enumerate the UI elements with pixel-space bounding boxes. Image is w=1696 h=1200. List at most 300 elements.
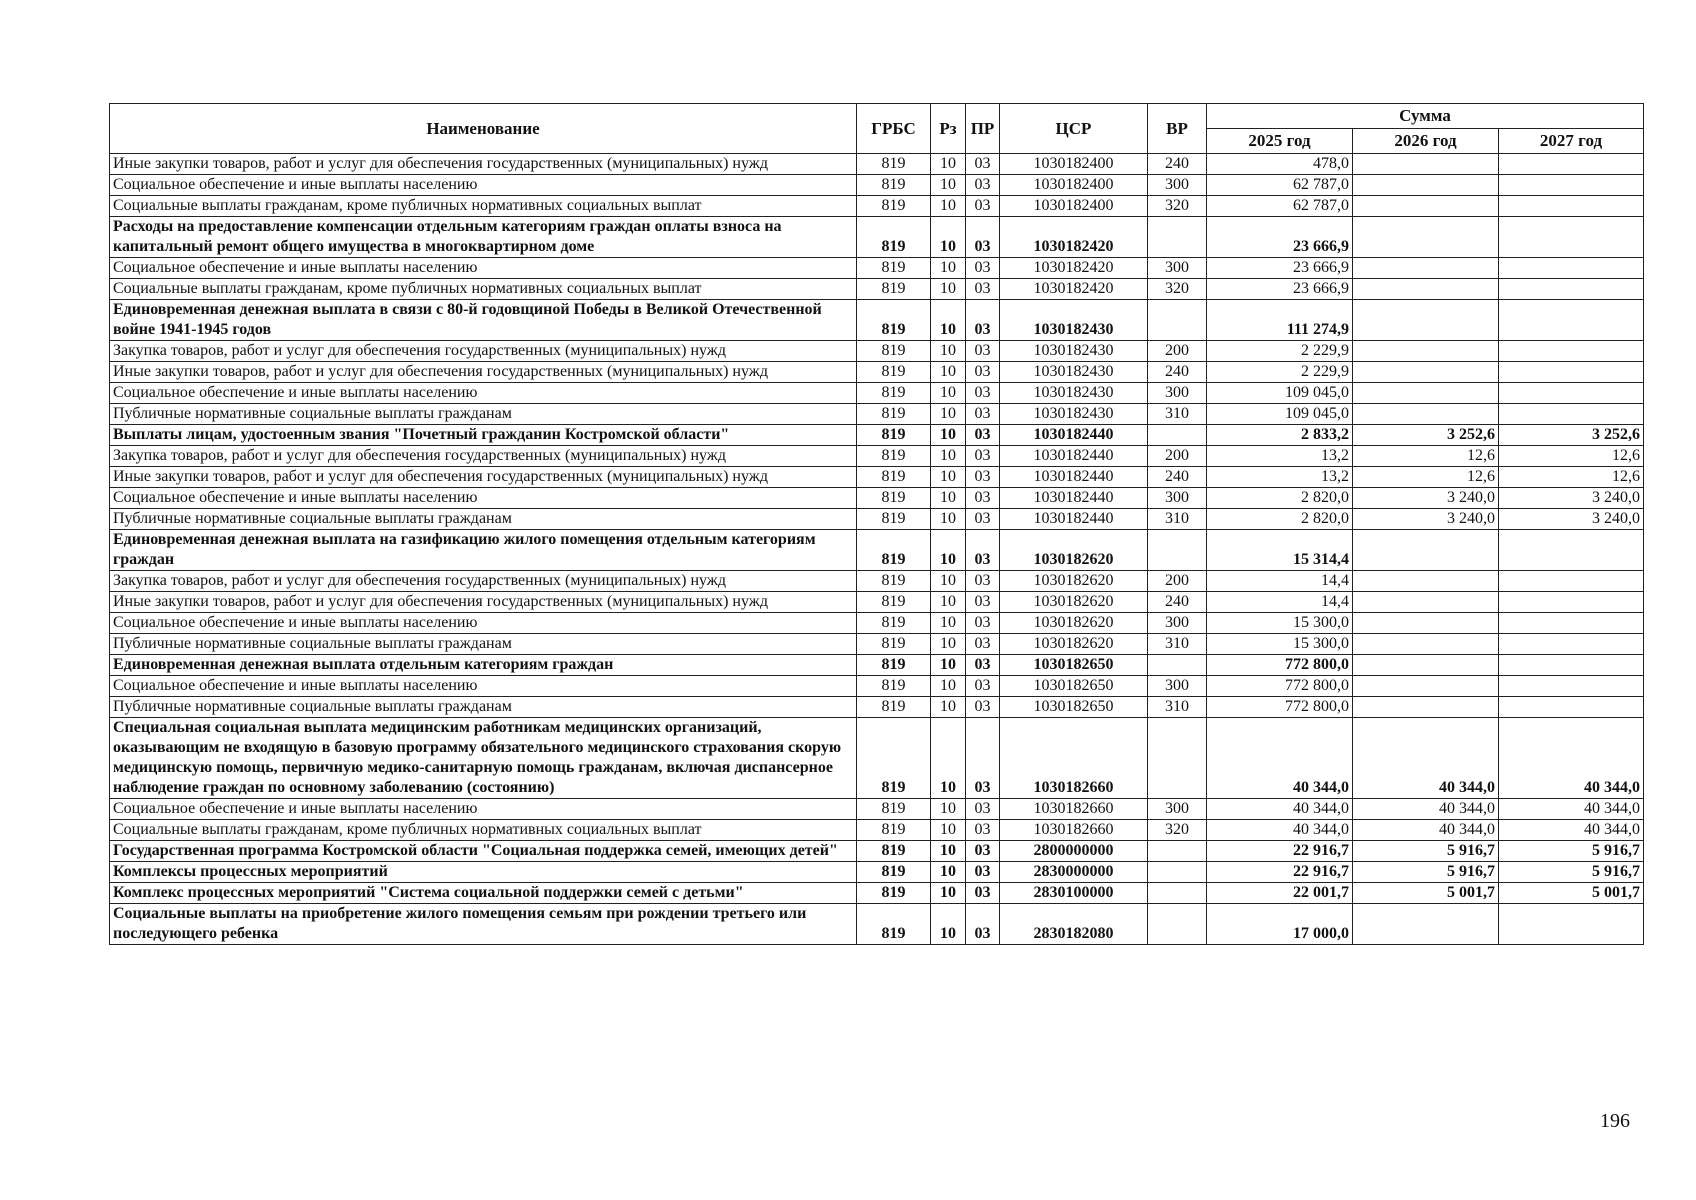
cell-grbs: 819: [857, 425, 931, 446]
cell-2026: [1353, 383, 1499, 404]
cell-name: Социальное обеспечение и иные выплаты населению: [110, 488, 857, 509]
cell-pr: 03: [966, 530, 1000, 571]
cell-vr: [1148, 655, 1207, 676]
cell-rz: 10: [931, 446, 966, 467]
cell-rz: 10: [931, 862, 966, 883]
cell-2027: 12,6: [1499, 467, 1644, 488]
cell-csr: 1030182430: [1000, 404, 1148, 425]
cell-2025: 2 833,2: [1207, 425, 1353, 446]
cell-pr: 03: [966, 820, 1000, 841]
table-row: [110, 488, 1644, 509]
cell-pr: 03: [966, 676, 1000, 697]
cell-csr: 1030182440: [1000, 467, 1148, 488]
cell-pr: 03: [966, 467, 1000, 488]
cell-2026: [1353, 655, 1499, 676]
cell-grbs: 819: [857, 300, 931, 341]
cell-rz: 10: [931, 383, 966, 404]
cell-2025: 40 344,0: [1207, 799, 1353, 820]
table-row: [110, 154, 1644, 175]
cell-pr: 03: [966, 300, 1000, 341]
cell-2026: [1353, 904, 1499, 945]
table-row: [110, 613, 1644, 634]
cell-2026: [1353, 362, 1499, 383]
cell-name: Единовременная денежная выплата на газификацию жилого помещения отдельным категориям граждан: [110, 530, 857, 571]
cell-vr: [1148, 883, 1207, 904]
cell-vr: 320: [1148, 820, 1207, 841]
cell-grbs: 819: [857, 718, 931, 799]
cell-2027: [1499, 196, 1644, 217]
table-row: [110, 362, 1644, 383]
cell-2026: 40 344,0: [1353, 820, 1499, 841]
cell-2027: 3 240,0: [1499, 509, 1644, 530]
cell-pr: 03: [966, 383, 1000, 404]
cell-2025: 14,4: [1207, 592, 1353, 613]
cell-2025: 23 666,9: [1207, 279, 1353, 300]
cell-vr: [1148, 300, 1207, 341]
cell-2027: [1499, 175, 1644, 196]
cell-rz: 10: [931, 904, 966, 945]
cell-pr: 03: [966, 862, 1000, 883]
cell-grbs: 819: [857, 467, 931, 488]
cell-2025: 22 916,7: [1207, 862, 1353, 883]
cell-vr: 310: [1148, 697, 1207, 718]
table-row: [110, 820, 1644, 841]
cell-name: Социальное обеспечение и иные выплаты населению: [110, 613, 857, 634]
cell-csr: 1030182620: [1000, 634, 1148, 655]
table-row: [110, 718, 1644, 799]
cell-2025: 772 800,0: [1207, 655, 1353, 676]
cell-2027: [1499, 904, 1644, 945]
cell-csr: 1030182420: [1000, 217, 1148, 258]
cell-2027: [1499, 341, 1644, 362]
cell-csr: 1030182620: [1000, 592, 1148, 613]
cell-rz: 10: [931, 697, 966, 718]
cell-grbs: 819: [857, 697, 931, 718]
cell-csr: 1030182620: [1000, 613, 1148, 634]
cell-pr: 03: [966, 404, 1000, 425]
cell-csr: 1030182660: [1000, 718, 1148, 799]
cell-2025: 62 787,0: [1207, 196, 1353, 217]
cell-vr: 310: [1148, 509, 1207, 530]
cell-rz: 10: [931, 571, 966, 592]
cell-2027: 40 344,0: [1499, 799, 1644, 820]
cell-name: Иные закупки товаров, работ и услуг для обеспечения государственных (муниципальных) нужд: [110, 362, 857, 383]
cell-csr: 1030182620: [1000, 530, 1148, 571]
cell-2026: [1353, 217, 1499, 258]
col-header-sum: Сумма: [1207, 104, 1644, 129]
cell-vr: 200: [1148, 571, 1207, 592]
cell-rz: 10: [931, 425, 966, 446]
cell-2025: 22 916,7: [1207, 841, 1353, 862]
cell-pr: 03: [966, 904, 1000, 945]
cell-csr: 1030182430: [1000, 300, 1148, 341]
cell-2026: 3 252,6: [1353, 425, 1499, 446]
cell-vr: 320: [1148, 279, 1207, 300]
cell-rz: 10: [931, 655, 966, 676]
cell-name: Иные закупки товаров, работ и услуг для обеспечения государственных (муниципальных) нужд: [110, 592, 857, 613]
cell-name: Специальная социальная выплата медицинским работникам медицинских организаций, оказывающим не входящую в базовую программу обязательного медицинского страхования скорую медицинскую помощь, первичную медико-санитарную помощь гражданам, включая диспансерное наблюдение граждан по основному заболеванию (состоянию): [110, 718, 857, 799]
cell-name: Государственная программа Костромской области "Социальная поддержка семей, имеющих детей": [110, 841, 857, 862]
cell-2027: 40 344,0: [1499, 820, 1644, 841]
cell-2026: [1353, 571, 1499, 592]
cell-name: Закупка товаров, работ и услуг для обеспечения государственных (муниципальных) нужд: [110, 446, 857, 467]
cell-pr: 03: [966, 592, 1000, 613]
cell-2026: 40 344,0: [1353, 799, 1499, 820]
cell-name: Публичные нормативные социальные выплаты гражданам: [110, 634, 857, 655]
cell-vr: 300: [1148, 488, 1207, 509]
cell-pr: 03: [966, 718, 1000, 799]
table-row: [110, 509, 1644, 530]
cell-csr: 1030182430: [1000, 383, 1148, 404]
cell-name: Единовременная денежная выплата в связи с 80-й годовщиной Победы в Великой Отечественной войне 1941-1945 годов: [110, 300, 857, 341]
cell-csr: 1030182660: [1000, 799, 1148, 820]
table-row: [110, 404, 1644, 425]
col-header-csr: ЦСР: [1000, 104, 1148, 154]
cell-rz: 10: [931, 634, 966, 655]
cell-csr: 2800000000: [1000, 841, 1148, 862]
cell-rz: 10: [931, 883, 966, 904]
cell-vr: 240: [1148, 467, 1207, 488]
cell-2025: 772 800,0: [1207, 676, 1353, 697]
cell-vr: [1148, 841, 1207, 862]
cell-pr: 03: [966, 509, 1000, 530]
cell-2026: 5 001,7: [1353, 883, 1499, 904]
cell-2027: 40 344,0: [1499, 718, 1644, 799]
cell-rz: 10: [931, 217, 966, 258]
cell-rz: 10: [931, 467, 966, 488]
cell-name: Закупка товаров, работ и услуг для обеспечения государственных (муниципальных) нужд: [110, 571, 857, 592]
cell-2025: 15 300,0: [1207, 634, 1353, 655]
cell-csr: 1030182650: [1000, 697, 1148, 718]
table-row: [110, 383, 1644, 404]
table-row: [110, 883, 1644, 904]
cell-2026: 12,6: [1353, 467, 1499, 488]
cell-grbs: 819: [857, 799, 931, 820]
cell-grbs: 819: [857, 362, 931, 383]
cell-grbs: 819: [857, 196, 931, 217]
cell-csr: 1030182400: [1000, 175, 1148, 196]
cell-vr: [1148, 217, 1207, 258]
cell-pr: 03: [966, 362, 1000, 383]
cell-2027: 5 916,7: [1499, 862, 1644, 883]
cell-pr: 03: [966, 446, 1000, 467]
cell-grbs: 819: [857, 904, 931, 945]
cell-pr: 03: [966, 425, 1000, 446]
budget-table-sheet: [109, 103, 1643, 945]
cell-grbs: 819: [857, 820, 931, 841]
cell-vr: [1148, 718, 1207, 799]
cell-rz: 10: [931, 196, 966, 217]
cell-name: Социальные выплаты гражданам, кроме публичных нормативных социальных выплат: [110, 279, 857, 300]
cell-grbs: 819: [857, 258, 931, 279]
cell-vr: 200: [1148, 446, 1207, 467]
cell-rz: 10: [931, 341, 966, 362]
cell-grbs: 819: [857, 404, 931, 425]
table-row: [110, 862, 1644, 883]
cell-2027: [1499, 404, 1644, 425]
cell-2026: 12,6: [1353, 446, 1499, 467]
table-row: [110, 904, 1644, 945]
cell-2027: [1499, 634, 1644, 655]
table-row: [110, 341, 1644, 362]
cell-grbs: 819: [857, 655, 931, 676]
cell-csr: 2830000000: [1000, 862, 1148, 883]
cell-grbs: 819: [857, 530, 931, 571]
table-row: [110, 258, 1644, 279]
cell-2025: 23 666,9: [1207, 258, 1353, 279]
cell-2026: [1353, 258, 1499, 279]
cell-2026: [1353, 697, 1499, 718]
cell-2026: 3 240,0: [1353, 509, 1499, 530]
cell-vr: [1148, 862, 1207, 883]
cell-2026: [1353, 676, 1499, 697]
cell-2025: 2 820,0: [1207, 509, 1353, 530]
cell-2025: 15 300,0: [1207, 613, 1353, 634]
table-row: [110, 634, 1644, 655]
cell-vr: 320: [1148, 196, 1207, 217]
table-row: [110, 425, 1644, 446]
cell-2027: [1499, 613, 1644, 634]
cell-rz: 10: [931, 404, 966, 425]
cell-rz: 10: [931, 613, 966, 634]
cell-name: Комплекс процессных мероприятий "Система социальной поддержки семей с детьми": [110, 883, 857, 904]
cell-2025: 40 344,0: [1207, 718, 1353, 799]
cell-2025: 111 274,9: [1207, 300, 1353, 341]
cell-csr: 1030182650: [1000, 676, 1148, 697]
table-body: [110, 154, 1644, 945]
cell-name: Иные закупки товаров, работ и услуг для обеспечения государственных (муниципальных) нужд: [110, 467, 857, 488]
cell-name: Публичные нормативные социальные выплаты гражданам: [110, 697, 857, 718]
cell-2025: 13,2: [1207, 446, 1353, 467]
cell-vr: 310: [1148, 634, 1207, 655]
cell-2027: 3 240,0: [1499, 488, 1644, 509]
cell-name: Социальные выплаты на приобретение жилого помещения семьям при рождении третьего или последующего ребенка: [110, 904, 857, 945]
col-header-pr: ПР: [966, 104, 1000, 154]
cell-2027: 5 001,7: [1499, 883, 1644, 904]
cell-2027: [1499, 362, 1644, 383]
cell-grbs: 819: [857, 592, 931, 613]
cell-csr: 1030182400: [1000, 154, 1148, 175]
cell-vr: 240: [1148, 154, 1207, 175]
cell-name: Расходы на предоставление компенсации отдельным категориям граждан оплаты взноса на капитальный ремонт общего имущества в многоквартирном доме: [110, 217, 857, 258]
cell-grbs: 819: [857, 613, 931, 634]
cell-2025: 2 229,9: [1207, 362, 1353, 383]
cell-vr: 310: [1148, 404, 1207, 425]
cell-vr: 240: [1148, 592, 1207, 613]
table-row: [110, 571, 1644, 592]
cell-rz: 10: [931, 488, 966, 509]
cell-rz: 10: [931, 820, 966, 841]
cell-2027: [1499, 592, 1644, 613]
cell-2026: [1353, 404, 1499, 425]
cell-2025: 772 800,0: [1207, 697, 1353, 718]
cell-2026: 3 240,0: [1353, 488, 1499, 509]
cell-pr: 03: [966, 634, 1000, 655]
cell-2026: [1353, 634, 1499, 655]
cell-2026: [1353, 154, 1499, 175]
cell-pr: 03: [966, 697, 1000, 718]
cell-grbs: 819: [857, 279, 931, 300]
cell-rz: 10: [931, 592, 966, 613]
cell-name: Социальное обеспечение и иные выплаты населению: [110, 258, 857, 279]
table-row: [110, 446, 1644, 467]
cell-csr: 1030182420: [1000, 258, 1148, 279]
cell-pr: 03: [966, 841, 1000, 862]
cell-grbs: 819: [857, 341, 931, 362]
cell-2027: [1499, 279, 1644, 300]
cell-grbs: 819: [857, 488, 931, 509]
cell-name: Комплексы процессных мероприятий: [110, 862, 857, 883]
cell-2025: 15 314,4: [1207, 530, 1353, 571]
col-header-grbs: ГРБС: [857, 104, 931, 154]
cell-grbs: 819: [857, 883, 931, 904]
table-row: [110, 300, 1644, 341]
table-row: [110, 841, 1644, 862]
cell-grbs: 819: [857, 571, 931, 592]
cell-pr: 03: [966, 655, 1000, 676]
cell-grbs: 819: [857, 383, 931, 404]
cell-csr: 1030182400: [1000, 196, 1148, 217]
table-row: [110, 592, 1644, 613]
page-number: 196: [1600, 1110, 1630, 1132]
cell-rz: 10: [931, 362, 966, 383]
cell-vr: 300: [1148, 799, 1207, 820]
cell-2025: 23 666,9: [1207, 217, 1353, 258]
cell-name: Социальные выплаты гражданам, кроме публичных нормативных социальных выплат: [110, 820, 857, 841]
cell-name: Публичные нормативные социальные выплаты гражданам: [110, 404, 857, 425]
cell-grbs: 819: [857, 154, 931, 175]
cell-name: Выплаты лицам, удостоенным звания "Почетный гражданин Костромской области": [110, 425, 857, 446]
cell-2026: [1353, 300, 1499, 341]
cell-2026: [1353, 175, 1499, 196]
cell-name: Социальное обеспечение и иные выплаты населению: [110, 799, 857, 820]
cell-pr: 03: [966, 883, 1000, 904]
cell-vr: 300: [1148, 676, 1207, 697]
cell-grbs: 819: [857, 634, 931, 655]
cell-2025: 22 001,7: [1207, 883, 1353, 904]
cell-2026: 5 916,7: [1353, 862, 1499, 883]
cell-csr: 1030182440: [1000, 446, 1148, 467]
cell-2025: 62 787,0: [1207, 175, 1353, 196]
table-row: [110, 697, 1644, 718]
cell-rz: 10: [931, 799, 966, 820]
cell-2026: [1353, 341, 1499, 362]
cell-csr: 1030182440: [1000, 509, 1148, 530]
cell-rz: 10: [931, 258, 966, 279]
cell-name: Социальное обеспечение и иные выплаты населению: [110, 676, 857, 697]
cell-2026: [1353, 592, 1499, 613]
cell-grbs: 819: [857, 862, 931, 883]
cell-name: Социальное обеспечение и иные выплаты населению: [110, 175, 857, 196]
cell-name: Социальное обеспечение и иные выплаты населению: [110, 383, 857, 404]
cell-rz: 10: [931, 154, 966, 175]
cell-2025: 14,4: [1207, 571, 1353, 592]
cell-csr: 1030182420: [1000, 279, 1148, 300]
cell-pr: 03: [966, 175, 1000, 196]
cell-2027: [1499, 530, 1644, 571]
cell-grbs: 819: [857, 841, 931, 862]
col-header-2026: 2026 год: [1353, 129, 1499, 154]
cell-pr: 03: [966, 154, 1000, 175]
cell-name: Публичные нормативные социальные выплаты гражданам: [110, 509, 857, 530]
cell-2025: 478,0: [1207, 154, 1353, 175]
cell-pr: 03: [966, 799, 1000, 820]
cell-2027: [1499, 217, 1644, 258]
cell-2026: [1353, 613, 1499, 634]
cell-rz: 10: [931, 279, 966, 300]
budget-table: [109, 103, 1644, 945]
cell-2025: 109 045,0: [1207, 404, 1353, 425]
cell-csr: 1030182440: [1000, 425, 1148, 446]
cell-rz: 10: [931, 676, 966, 697]
table-row: [110, 467, 1644, 488]
cell-name: Социальные выплаты гражданам, кроме публичных нормативных социальных выплат: [110, 196, 857, 217]
cell-rz: 10: [931, 509, 966, 530]
cell-2027: [1499, 383, 1644, 404]
table-row: [110, 676, 1644, 697]
cell-csr: 2830182080: [1000, 904, 1148, 945]
table-row: [110, 655, 1644, 676]
cell-pr: 03: [966, 196, 1000, 217]
cell-grbs: 819: [857, 217, 931, 258]
cell-2025: 17 000,0: [1207, 904, 1353, 945]
cell-vr: 300: [1148, 175, 1207, 196]
cell-2027: [1499, 697, 1644, 718]
cell-vr: 300: [1148, 258, 1207, 279]
cell-csr: 1030182440: [1000, 488, 1148, 509]
cell-grbs: 819: [857, 676, 931, 697]
table-row: [110, 196, 1644, 217]
cell-grbs: 819: [857, 175, 931, 196]
cell-2027: [1499, 154, 1644, 175]
cell-pr: 03: [966, 341, 1000, 362]
cell-name: Единовременная денежная выплата отдельным категориям граждан: [110, 655, 857, 676]
cell-2025: 109 045,0: [1207, 383, 1353, 404]
col-header-vr: ВР: [1148, 104, 1207, 154]
cell-pr: 03: [966, 258, 1000, 279]
cell-2026: [1353, 196, 1499, 217]
cell-pr: 03: [966, 571, 1000, 592]
col-header-rz: Рз: [931, 104, 966, 154]
cell-2025: 2 229,9: [1207, 341, 1353, 362]
cell-vr: 240: [1148, 362, 1207, 383]
cell-csr: 1030182430: [1000, 362, 1148, 383]
cell-2026: [1353, 530, 1499, 571]
cell-pr: 03: [966, 613, 1000, 634]
cell-2027: 12,6: [1499, 446, 1644, 467]
cell-csr: 1030182620: [1000, 571, 1148, 592]
cell-2026: 40 344,0: [1353, 718, 1499, 799]
cell-csr: 1030182660: [1000, 820, 1148, 841]
cell-csr: 1030182650: [1000, 655, 1148, 676]
cell-2027: [1499, 571, 1644, 592]
col-header-name: Наименование: [110, 104, 857, 154]
cell-2026: 5 916,7: [1353, 841, 1499, 862]
cell-rz: 10: [931, 300, 966, 341]
cell-2025: 2 820,0: [1207, 488, 1353, 509]
cell-grbs: 819: [857, 446, 931, 467]
cell-2027: [1499, 676, 1644, 697]
cell-vr: 300: [1148, 613, 1207, 634]
table-row: [110, 799, 1644, 820]
table-row: [110, 217, 1644, 258]
cell-2026: [1353, 279, 1499, 300]
cell-vr: 300: [1148, 383, 1207, 404]
cell-vr: [1148, 904, 1207, 945]
cell-2027: [1499, 300, 1644, 341]
cell-2027: [1499, 258, 1644, 279]
cell-pr: 03: [966, 488, 1000, 509]
